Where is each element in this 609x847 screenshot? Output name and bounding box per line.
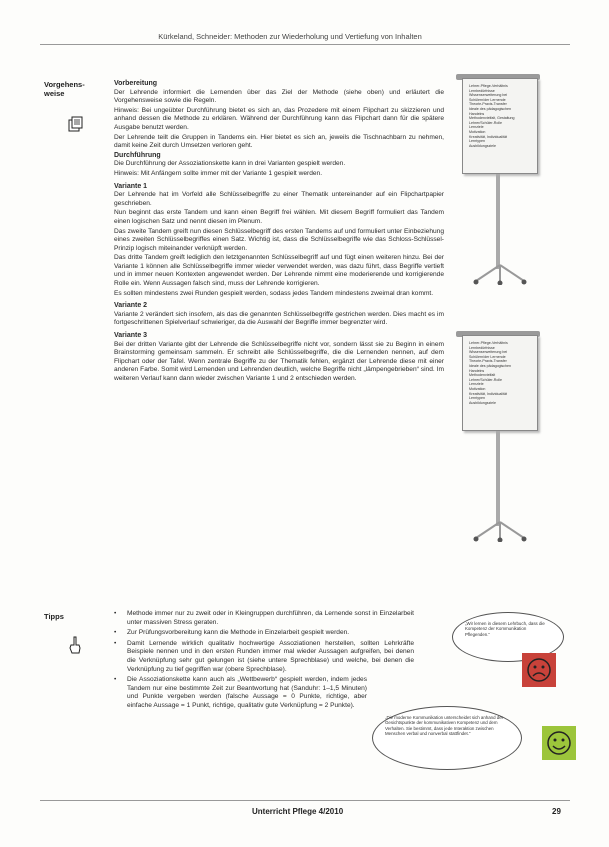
header-rule [40, 44, 570, 45]
durchfuehrung-heading: Durchführung [114, 151, 161, 159]
flipchart-line: Ideale des pädagogischen [469, 363, 511, 368]
tips-side-label: Tipps [44, 612, 64, 621]
sad-face-icon [522, 653, 556, 687]
documents-icon [68, 116, 84, 132]
flipchart-line: Methodenvielfalt [469, 373, 496, 378]
durchfuehrung-paragraph-2: Hinweis: Mit Anfängern sollte immer mit der Variante 1 gespielt werden. [114, 169, 323, 177]
speech-bubble-lower: „Die moderne Kommunikation unterscheidet sich anhand der Gesichtspunkte der kommunikativen Kompetenz und dem Verhalten. Sie bestimmt, dass jede Interaktion zwischen Menschen verbal und nonverbal stattfindet.“ [372, 706, 522, 770]
flipchart-line: Ideale des pädagogischen [469, 106, 511, 111]
flipchart-pole [496, 174, 500, 269]
vorbereitung-paragraph-1: Der Lehrende informiert die Lernenden über das Ziel der Methode (siehe oben) und erläutert die Vorgehensweise sowie die Regeln. [114, 88, 444, 105]
tip-item: • Damit Lernende wirklich qualitativ hochwertige Assoziationen herstellen, sollten Lehrkräfte Beispiele nennen und in den ersten Runden immer mal wieder Aussagen aufgreifen, bei denen die Verknüpfung sehr gut gelungen ist (siehe untere Sprechblase) und welche, bei denen die Verknüpfung zu tief gegriffen war (obere Sprechblase). [114, 640, 414, 674]
flipchart-line: Motivation [469, 386, 486, 391]
flipchart-line: Methodenvielfalt, Gestaltung [469, 116, 515, 121]
happy-face-icon [542, 726, 576, 760]
tip-item: • Methode immer nur zu zweit oder in Kleingruppen durchführen, da Lernende sonst in Einzelarbeit unter massiven Stress geraten. [114, 610, 414, 627]
footer-page-number: 29 [552, 807, 561, 816]
flipchart-line: Lernbedürfnisse [469, 88, 495, 93]
flipchart-pole [496, 431, 500, 526]
flipchart-line: Motivation [469, 129, 486, 134]
flipchart-line: Ausbildungsziele [469, 143, 496, 148]
vorbereitung-heading: Vorbereitung [114, 80, 158, 87]
flipchart-board [462, 335, 538, 431]
tip-item: • Zur Prüfungsvorbereitung kann die Methode in Einzelarbeit gespielt werden. [114, 629, 414, 638]
footer-journal: Unterricht Pflege 4/2010 [252, 807, 344, 816]
flipchart-line: Lehrer-Pflege-Verhältnis [469, 84, 508, 88]
variante-2-paragraph-1: Variante 2 verändert sich insofern, als das die genannten Schlüsselbegriffe gestrichen werden. Dies macht es im fortgeschrittenen Spielverlauf schwieriger, da die Auswahl der Begriffe immer begrenzter wird. [114, 310, 444, 327]
variante-1-paragraph-5: Es sollten mindestens zwei Runden gespielt werden, sodass jedes Tandem mindestens zweimal dran kommt. [114, 289, 434, 297]
flipchart-line: Lehrer/Schüler-Rolle [469, 120, 502, 125]
flipchart-line: Kreativität, Individualität [469, 391, 507, 396]
variante-3-paragraph-1: Bei der dritten Variante gibt der Lehrende die Schlüsselbegriffe nicht vor, sondern lässt sie zu Beginn in einem Brainstorming gemeinsam sammeln. Er schreibt alle Schlüsselbegriffe, die die Lernenden nennen, auf dem Flipchart oder der Tafel. Wenn zentrale Begriffe zu der Thematik fehlen, ergänzt der Lehrende diese mit einer anderen Farbe. Somit wird Lernenden und Lehrenden deutlich, welche Begriffe nicht „lämpengebrieben“ sind. Im weiteren Verlauf kann dann wieder zwischen Variante 1 und 2 entschieden werden. [114, 340, 444, 382]
main-text [114, 80, 444, 385]
flipchart-line: Theorie-Praxis-Transfer [469, 102, 507, 107]
flipchart-illustration-2 [452, 335, 548, 545]
variante-2-heading: Variante 2 [114, 302, 148, 310]
flipchart-line: Wissenserweiterung bei [469, 350, 508, 355]
footer-rule [40, 800, 570, 801]
flipchart-line: Lehrer/Schüler-Rolle [469, 377, 502, 382]
tips-list [114, 610, 414, 713]
flipchart-line: Kreativität, Individualität [469, 134, 507, 139]
flipchart-line: Handelns [469, 368, 485, 373]
vorbereitung-paragraph-3: Der Lehrende teilt die Gruppen in Tandems ein. Hier bietet es sich an, jeweils die Tischnachbarn zu nehmen, damit keine Zeit durch Umsetzen verloren geht. [114, 133, 444, 150]
procedure-side-label: Vorgehens- weise [44, 80, 85, 98]
variante-1-heading: Variante 1 [114, 182, 148, 190]
vorbereitung-paragraph-2: Hinweis: Bei ungeübter Durchführung bietet es sich an, das Prozedere mit einem Flipchart zu skizzieren und anhand dessen die Methode zu erklären. Während der Durchführung kann das Flipchart dann für die spätere Ausgabe benutzt werden. [114, 106, 444, 131]
flipchart-line: Handelns [469, 111, 485, 116]
variante-1-paragraph-1: Der Lehrende hat im Vorfeld alle Schlüsselbegriffe zu einer Thematik untereinander auf ein Flipchartpapier geschrieben. [114, 191, 444, 207]
flipchart-line: Schülern/der Lernende [469, 97, 506, 102]
speech-bubble-upper: „Wir lernen in diesem Lehrbuch, dass die Kompetenz der Kommunikation Pflegenden.“ [452, 612, 564, 662]
tip-item: • Die Assoziationskette kann auch als „Wettbewerb“ gespielt werden, indem jedes Tandem nur eine bestimmte Zeit zur Beantwortung hat (Sanduhr: 1–1,5 Minuten) und Punkte vergeben werden (falsche Aussage = 0 Punkte, richtige, aber einfache Aussage = 1 Punkt, richtige, qualitativ gute Verknüpfung = 2 Punkte). [114, 676, 367, 710]
flipchart-line: Lernbedürfnisse [469, 345, 495, 350]
variante-1-paragraph-2: Nun beginnt das erste Tandem und kann einen Begriff frei wählen. Mit diesem Begriff formuliert das Tandem einen logischen Satz und nennt diesen im Plenum. [114, 209, 444, 225]
flipchart-line: Lernziele [469, 382, 484, 387]
durchfuehrung-paragraph-1: Die Durchführung der Assoziationskette kann in drei Varianten gespielt werden. [114, 160, 346, 168]
flipchart-legs [472, 263, 528, 285]
variante-1-paragraph-3: Das zweite Tandem greift nun diesen Schlüsselbegriff des ersten Tandems auf und formuliert unter Einbeziehung eines zweiten Schlüsselbegriffes einen Satz. Wichtig ist, dass die Schlüsselbegriffe wie das Schloss-Schlüssel-Prinzip logisch miteinander verknüpft werden. [114, 227, 444, 252]
flipchart-text [469, 84, 533, 148]
variante-1-paragraph-4: Das dritte Tandem greift lediglich den letztgenannten Schlüsselbegriff auf und fügt einen weiteren hinzu. Bei der Variante 1 können alle Schlüsselbegriffe immer wieder verwendet werden, was dazu führt, dass Begriffe vertieft und in immer neuen Kontexten angewendet werden. Der Lehrende nimmt eine moderierende und korrigierende Rolle ein. Wenn Aussagen falsch sind, muss der Lehrende korrigieren. [114, 254, 444, 288]
flipchart-line: Lerntypen [469, 396, 485, 401]
flipchart-line: Lerntypen [469, 139, 485, 144]
flipchart-text [469, 341, 533, 405]
flipchart-line: Wissenserweiterung bei [469, 93, 508, 98]
flipchart-line: Schülern/der Lernende [469, 354, 506, 359]
running-header: Kürkeland, Schneider: Methoden zur Wiederholung und Vertiefung von Inhalten [158, 32, 422, 41]
flipchart-line: Ausbildungsziele [469, 400, 496, 405]
pointing-hand-icon [68, 636, 82, 654]
flipchart-line: Lehrer-Pflege-Verhältnis [469, 341, 508, 345]
flipchart-legs [472, 520, 528, 542]
flipchart-line: Theorie-Praxis-Transfer [469, 359, 507, 364]
flipchart-board [462, 78, 538, 174]
variante-3-heading: Variante 3 [114, 332, 148, 340]
flipchart-illustration-1 [452, 78, 548, 288]
flipchart-line: Lernziele [469, 125, 484, 130]
